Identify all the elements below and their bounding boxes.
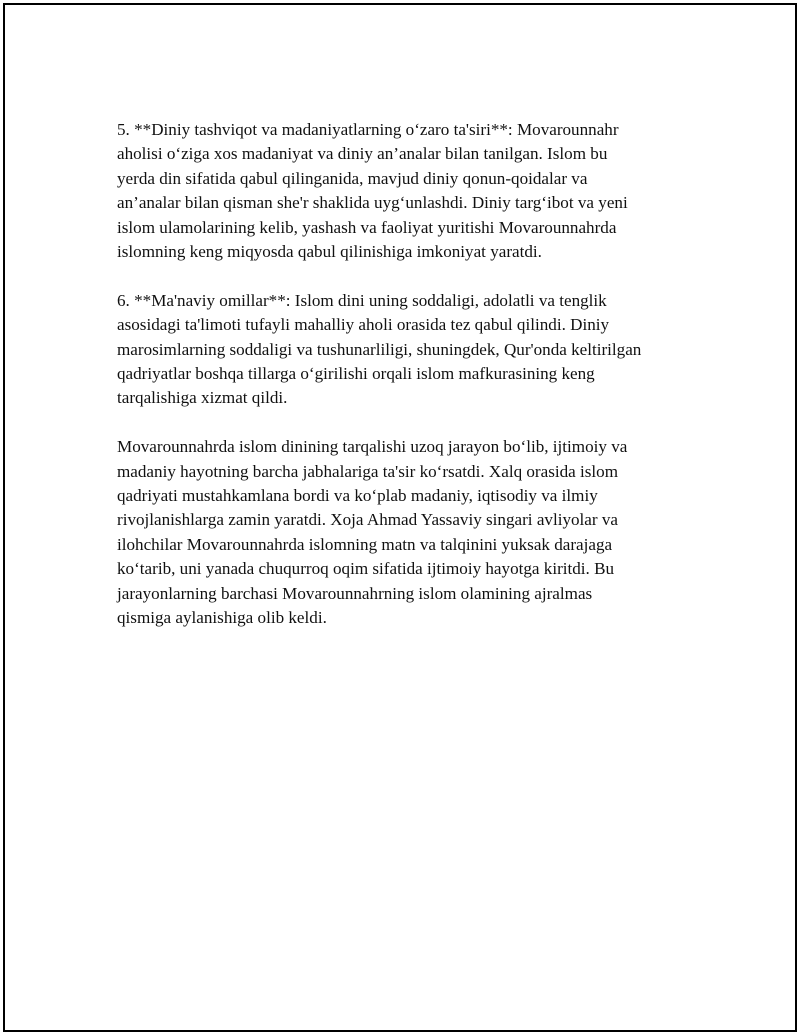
document-body [117,118,702,655]
paragraph-conclusion: Movarounnahrda islom dinining tarqalishi uzoq jarayon bo‘lib, ijtimoiy va madaniy hayotning barcha jabhalariga ta'sir ko‘rsatdi. Xalq orasida islom qadriyati mustahkamlana bordi va ko‘plab madaniy, iqtisodiy va ilmiy rivojlanishlarga zamin yaratdi. Xoja Ahmad Yassaviy singari avliyolar va ilohchilar Movarounnahrda islomning matn va talqinini yuksak darajaga ko‘tarib, uni yanada chuqurroq oqim sifatida ijtimoiy hayotga kiritdi. Bu jarayonlarning barchasi Movarounnahrning islom olamining ajralmas qismiga aylanishiga olib keldi. [117,437,628,628]
paragraph-manaviy-omillar: 6. **Ma'naviy omillar**: Islom dini uning soddaligi, adolatli va tenglik asosidagi ta'limoti tufayli mahalliy aholi orasida tez qabul qilindi. Diniy marosimlarning soddaligi va tushunarliligi, shuningdek, Qur'onda keltirilgan qadriyatlar boshqa tillarga o‘girilishi orqali islom mafkurasining keng tarqalishiga xizmat qildi. [117,290,642,408]
paragraph-diniy-tashviqot: 5. **Diniy tashviqot va madaniyatlarning o‘zaro ta'siri**: Movarounnahr aholisi o‘ziga xos madaniyat va diniy an’analar bilan tanilgan. Islom bu yerda din sifatida qabul qilinganida, mavjud diniy qonun-qoidalar va an’analar bilan qisman she'r shaklida uyg‘unlashdi. Diniy targ‘ibot va yeni islom ulamolarining kelib, yashash va faoliyat yuritishi Movarounnahrda islomning keng miqyosda qabul qilinishiga imkoniyat yaratdi. [117,120,628,262]
